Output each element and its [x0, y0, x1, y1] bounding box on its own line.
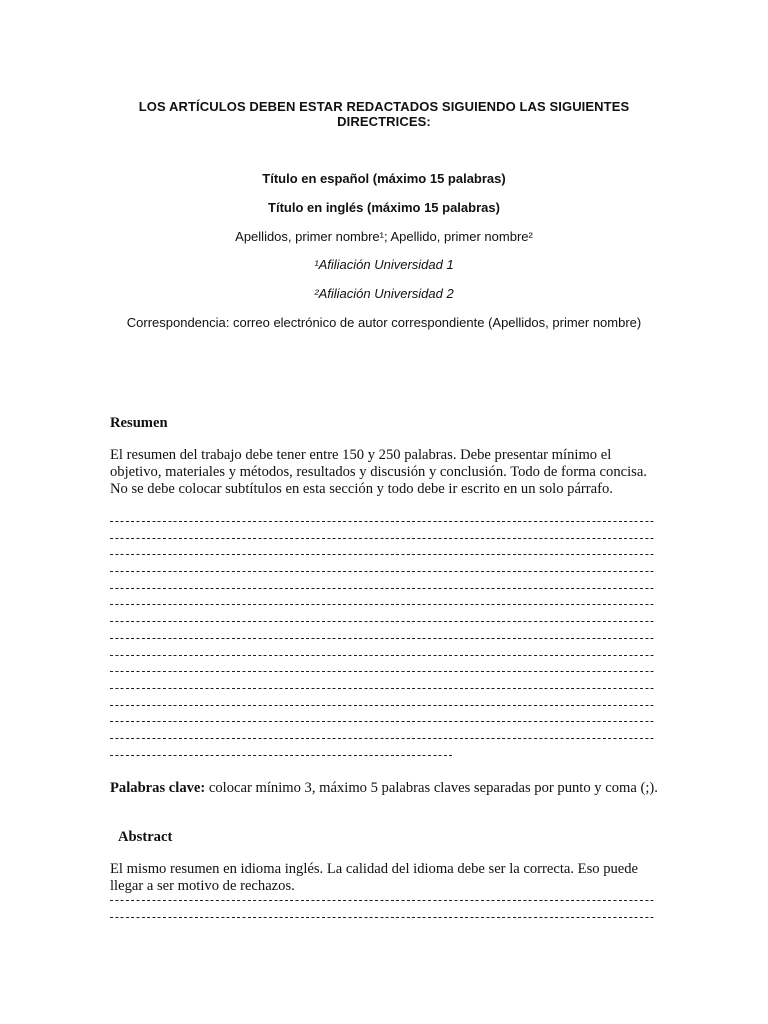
placeholder-line — [110, 597, 656, 614]
authors-line: Apellidos, primer nombre¹; Apellido, primer nombre² — [235, 229, 533, 244]
placeholder-line — [110, 531, 656, 548]
guidelines-heading: LOS ARTÍCULOS DEBEN ESTAR REDACTADOS SIGUIENDO LAS SIGUIENTES DIRECTRICES: — [138, 99, 630, 129]
placeholder-line — [110, 514, 656, 531]
correspondence-line: Correspondencia: correo electrónico de autor correspondiente (Apellidos, primer nombre) — [126, 315, 642, 330]
keywords-paragraph — [110, 780, 658, 797]
resumen-body: El resumen del trabajo debe tener entre 150 y 250 palabras. Debe presentar mínimo el objetivo, materiales y métodos, resultados y discusión y conclusión. Todo de forma concisa. No se debe colocar subtítulos en esta sección y todo debe ir escrito en un solo párrafo. — [110, 447, 647, 497]
placeholder-line — [110, 731, 656, 748]
placeholder-line — [110, 664, 656, 681]
resumen-placeholder-lines — [110, 514, 656, 764]
keywords-label: Palabras clave: — [110, 780, 206, 796]
placeholder-line — [110, 564, 656, 581]
abstract-title: Abstract — [118, 829, 173, 845]
title-spanish: Título en español (máximo 15 palabras) — [262, 171, 506, 186]
affiliation-1: ¹Afiliación Universidad 1 — [314, 257, 454, 272]
affiliation-2: ²Afiliación Universidad 2 — [314, 286, 454, 301]
placeholder-line — [110, 547, 656, 564]
placeholder-line — [110, 893, 656, 910]
resumen-title: Resumen — [110, 415, 168, 431]
placeholder-line — [110, 910, 656, 927]
placeholder-line — [110, 698, 656, 715]
placeholder-line — [110, 648, 656, 665]
placeholder-line — [110, 631, 656, 648]
placeholder-line — [110, 714, 656, 731]
placeholder-line — [110, 614, 656, 631]
keywords-text: colocar mínimo 3, máximo 5 palabras claves separadas por punto y coma (;). — [205, 780, 658, 796]
placeholder-line — [110, 581, 656, 598]
title-english: Título en inglés (máximo 15 palabras) — [268, 200, 500, 215]
placeholder-line — [110, 748, 656, 765]
placeholder-line — [110, 681, 656, 698]
abstract-body: El mismo resumen en idioma inglés. La calidad del idioma debe ser la correcta. Eso puede llegar a ser motivo de rechazos. — [110, 861, 639, 894]
abstract-placeholder-lines — [110, 893, 656, 926]
